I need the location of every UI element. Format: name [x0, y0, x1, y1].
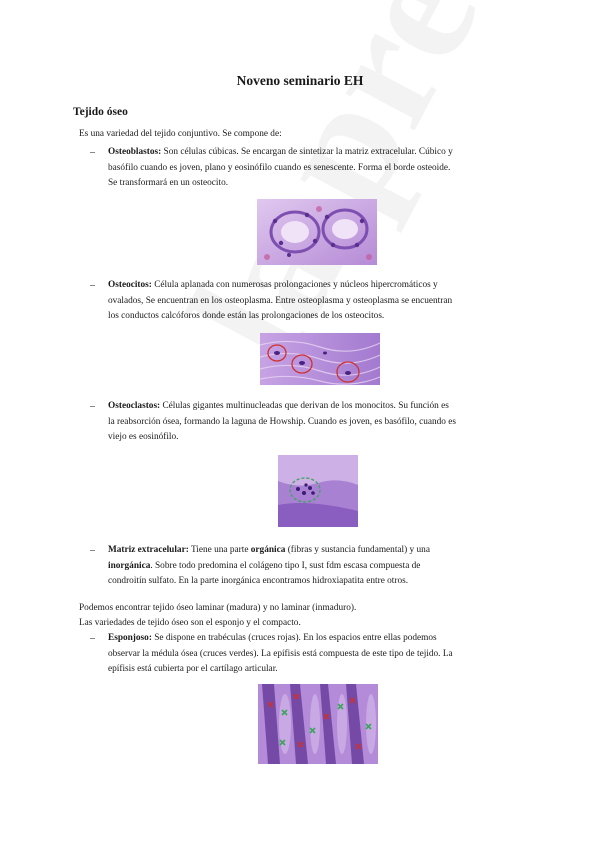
bullet-dash: – — [90, 147, 95, 158]
bullet-text — [108, 145, 538, 192]
bullet-text — [108, 278, 538, 325]
line: condroitín sulfato. En la parte inorgánica encontramos hidroxiapatita entre otros. — [108, 576, 409, 586]
bullet-dash: – — [90, 545, 95, 556]
line: basófilo cuando es joven, plano y eosinófilo cuando es senescente. Forma el borde osteoide. — [108, 162, 451, 173]
line: Se dispone en trabéculas (cruces rojas). En los espacios entre ellas podemos — [151, 633, 437, 643]
line: Célula aplanada con numerosas prolongaciones y núcleos hipercromáticos y — [151, 280, 438, 290]
spongy-bone-micrograph — [258, 684, 378, 764]
osteoblast-micrograph — [257, 199, 377, 265]
term-matriz: Matriz extracelular: — [108, 545, 189, 555]
line: viejo es eosinófilo. — [108, 432, 179, 442]
line: Se transformará en un osteocito. — [108, 178, 229, 188]
section-heading: Tejido óseo — [73, 106, 128, 118]
osteocyte-micrograph — [260, 333, 380, 385]
line: Tiene una parte — [188, 545, 251, 555]
bullet-text — [108, 543, 538, 590]
line: ovalados, Se encuentran en los osteoplasma. Entre osteoplasma y osteoplasma se encuentran — [108, 295, 453, 306]
osteoclast-micrograph — [278, 455, 358, 527]
term-osteocitos: Osteocitos: — [108, 280, 152, 290]
term-osteoblastos: Osteoblastos: — [108, 147, 162, 157]
line: . Sobre todo predomina el colágeno tipo I, sust fdm escasa compuesta de — [150, 560, 421, 571]
line: observar la médula ósea (cruces verdes). La epífisis está compuesta de este tipo de tejido. La — [108, 648, 453, 659]
intro-paragraph: Es una variedad del tejido conjuntivo. Se compone de: — [79, 129, 282, 139]
line: Células gigantes multinucleadas que derivan de los monocitos. Su función es — [160, 401, 449, 411]
term-esponjoso: Esponjoso: — [108, 633, 152, 643]
term-osteoclastos: Osteoclastos: — [108, 401, 161, 411]
bullet-dash: – — [90, 401, 95, 412]
line: los conductos calcóforos donde están las prolongaciones de los osteocitos. — [108, 311, 385, 321]
line: (fibras y sustancia fundamental) y una — [285, 545, 430, 555]
bullet-dash: – — [90, 280, 95, 291]
line: Son células cúbicas. Se encargan de sintetizar la matriz extracelular. Cúbico y — [161, 147, 453, 157]
bold-term: inorgánica — [108, 560, 151, 571]
line: la reabsorción ósea, formando la laguna de Howship. Cuando es joven, es basófilo, cuando es — [108, 416, 457, 427]
bullet-text — [108, 631, 538, 678]
page-title: Noveno seminario EH — [236, 73, 364, 88]
bold-term: orgánica — [250, 545, 286, 555]
paragraph-variedades: Las variedades de tejido óseo son el esponjo y el compacto. — [79, 618, 301, 628]
paragraph-laminar: Podemos encontrar tejido óseo laminar (madura) y no laminar (inmaduro). — [79, 603, 357, 613]
bullet-dash: – — [90, 633, 95, 644]
bullet-text — [108, 399, 538, 446]
line: epífisis está cubierta por el cartílago articular. — [108, 664, 278, 674]
